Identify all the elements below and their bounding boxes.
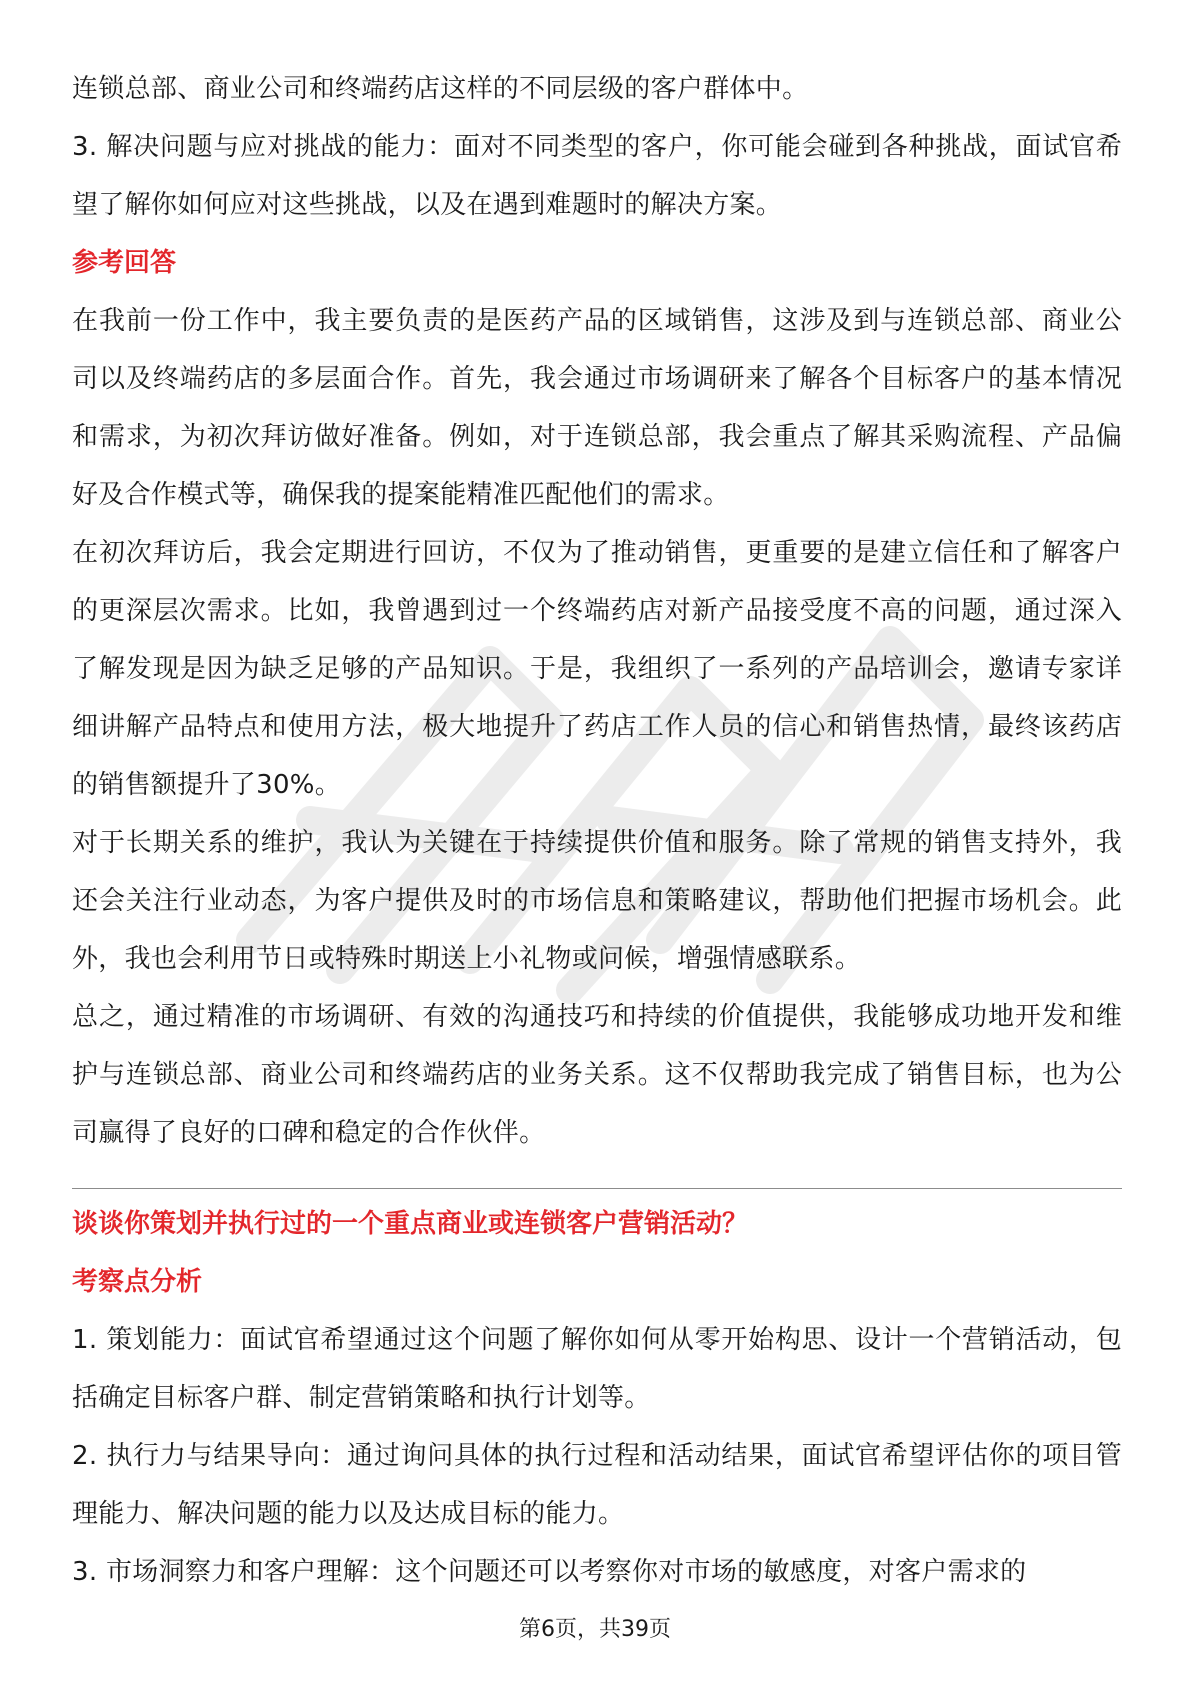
document-page [72, 60, 1122, 1601]
analysis-item: 3. 市场洞察力和客户理解：这个问题还可以考察你对市场的敏感度，对客户需求的 [72, 1557, 1027, 1587]
page-footer: 第6页，共39页 [519, 1617, 671, 1642]
answer-paragraph: 在我前一份工作中，我主要负责的是医药产品的区域销售，这涉及到与连锁总部、商业公司以及终端药店的多层面合作。首先，我会通过市场调研来了解各个目标客户的基本情况和需求，为初次拜访做好准备。例如，对于连锁总部，我会重点了解其采购流程、产品偏好及合作模式等，确保我的提案能精准匹配他们的需求。 [72, 306, 1122, 510]
analysis-item: 1. 策划能力：面试官希望通过这个问题了解你如何从零开始构思、设计一个营销活动，包括确定目标客户群、制定营销策略和执行计划等。 [72, 1325, 1122, 1413]
section-divider [72, 1188, 1122, 1189]
analysis-heading: 考察点分析 [72, 1267, 203, 1297]
answer-paragraph: 对于长期关系的维护，我认为关键在于持续提供价值和服务。除了常规的销售支持外，我还会关注行业动态，为客户提供及时的市场信息和策略建议，帮助他们把握市场机会。此外，我也会利用节日或特殊时期送上小礼物或问候，增强情感联系。 [72, 828, 1122, 974]
question-title: 谈谈你策划并执行过的一个重点商业或连锁客户营销活动？ [72, 1209, 749, 1239]
answer-paragraph: 总之，通过精准的市场调研、有效的沟通技巧和持续的价值提供，我能够成功地开发和维护与连锁总部、商业公司和终端药店的业务关系。这不仅帮助我完成了销售目标，也为公司赢得了良好的口碑和稳定的合作伙伴。 [72, 1002, 1122, 1148]
analysis-item: 2. 执行力与结果导向：通过询问具体的执行过程和活动结果，面试官希望评估你的项目管理能力、解决问题的能力以及达成目标的能力。 [72, 1441, 1122, 1529]
reference-answer-heading: 参考回答 [72, 248, 177, 278]
continuation-text: 连锁总部、商业公司和终端药店这样的不同层级的客户群体中。 [72, 74, 809, 104]
analysis-item-3: 3. 解决问题与应对挑战的能力：面对不同类型的客户，你可能会碰到各种挑战，面试官希望了解你如何应对这些挑战，以及在遇到难题时的解决方案。 [72, 132, 1122, 220]
answer-paragraph: 在初次拜访后，我会定期进行回访，不仅为了推动销售，更重要的是建立信任和了解客户的更深层次需求。比如，我曾遇到过一个终端药店对新产品接受度不高的问题，通过深入了解发现是因为缺乏足够的产品知识。于是，我组织了一系列的产品培训会，邀请专家详细讲解产品特点和使用方法，极大地提升了药店工作人员的信心和销售热情，最终该药店的销售额提升了30%。 [72, 538, 1122, 800]
